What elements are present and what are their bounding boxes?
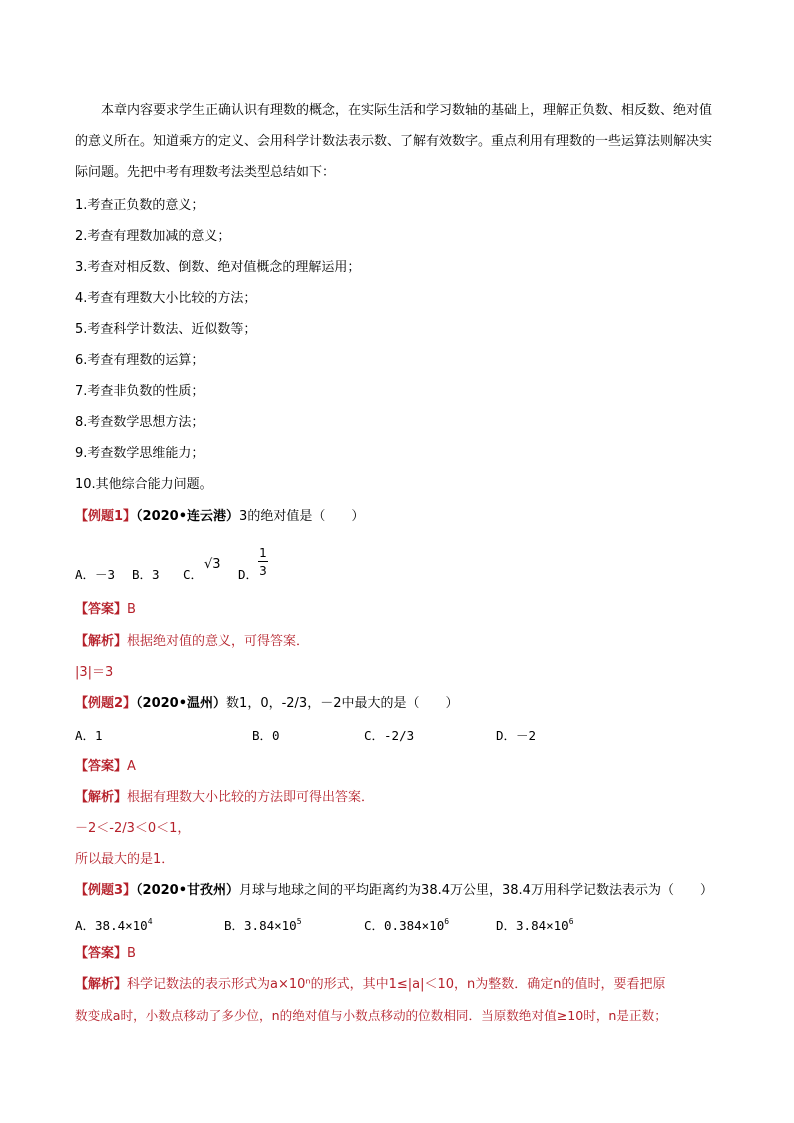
list-item: 10.其他综合能力问题。: [75, 477, 213, 492]
list-item: 3.考查对相反数、倒数、绝对值概念的理解运用；: [75, 260, 361, 275]
option-b: B．0: [252, 728, 280, 743]
fraction-numerator: 1: [259, 546, 267, 560]
work-line: |3|＝3: [75, 665, 114, 680]
answer-line: [75, 944, 136, 964]
option-b: B．$3.84\times 10^5$: [224, 917, 302, 933]
analysis-tag: 【解析】: [75, 790, 128, 805]
example-source: （2020•甘孜州）: [136, 883, 240, 898]
example-tag: 【例题3】: [75, 883, 137, 898]
answer-tag: 【答案】: [75, 946, 128, 961]
analysis-line: [75, 632, 309, 652]
analysis-line: [75, 975, 666, 995]
list-item: 1.考查正负数的意义；: [75, 198, 205, 213]
answer-line: [75, 757, 136, 777]
list-item: 6.考查有理数的运算；: [75, 353, 205, 368]
analysis-continuation: 数变成a时，小数点移动了多少位，n的绝对值与小数点移动的位数相同．当原数绝对值≥10时，n是正数；: [75, 1008, 667, 1023]
analysis-tag: 【解析】: [75, 977, 128, 992]
list-item: 8.考查数学思想方法；: [75, 415, 205, 430]
work-line: 所以最大的是1．: [75, 852, 175, 867]
example-tag: 【例题2】: [75, 696, 137, 711]
option-c: C．-2/3: [364, 728, 415, 743]
example-source: （2020•连云港）: [136, 509, 240, 524]
example-tag: 【例题1】: [75, 509, 137, 524]
answer-tag: 【答案】: [75, 759, 128, 774]
answer-value: A: [127, 759, 136, 774]
analysis-tag: 【解析】: [75, 634, 128, 649]
list-item: 4.考查有理数大小比较的方法；: [75, 291, 257, 306]
example-source: （2020•温州）: [136, 696, 227, 711]
example-3-question: [75, 881, 713, 901]
work-line: －2＜-2/3＜0＜1，: [75, 821, 191, 836]
option-c: C．: [183, 567, 204, 582]
option-a: A．1: [75, 728, 103, 743]
option-d: D．－2: [496, 728, 537, 743]
intro-paragraph: 本章内容要求学生正确认识有理数的概念，在实际生活和学习数轴的基础上，理解正负数、相反数、绝对值的意义所在。知道乘方的定义、会用科学计数法表示数、了解有效数字。重点利用有理数的一些运算法则解决实际问题。先把中考有理数考法类型总结如下：: [75, 103, 713, 180]
option-d: D．: [238, 567, 259, 582]
example-question-text: 月球与地球之间的平均距离约为38.4万公里，38.4万用科学记数法表示为（ ）: [239, 883, 713, 898]
list-item: 5.考查科学计数法、近似数等；: [75, 322, 257, 337]
answer-tag: 【答案】: [75, 602, 128, 617]
example-1-question: [75, 507, 364, 527]
analysis-line: [75, 788, 374, 808]
list-item: 2.考查有理数加减的意义；: [75, 229, 231, 244]
option-d: D．$3.84\times 10^6$: [496, 917, 574, 933]
fraction-denominator: 3: [259, 564, 267, 578]
answer-value: B: [127, 602, 136, 617]
option-b: B．3: [132, 567, 160, 582]
analysis-text: 根据有理数大小比较的方法即可得出答案．: [127, 790, 375, 805]
option-c: C．$0.384\times 10^6$: [364, 917, 450, 933]
fraction-bar: [258, 561, 268, 562]
answer-value: B: [127, 946, 136, 961]
example-2-question: [75, 694, 458, 714]
analysis-text: 科学记数法的表示形式为a×10ⁿ的形式，其中1≤|a|＜10，n为整数．确定n的值时，要看把原: [127, 977, 666, 992]
option-a: A．－3: [75, 567, 116, 582]
option-a: A．$38.4\times 10^4$: [75, 917, 153, 933]
example-question-text: 数1，0，-2/3，－2中最大的是（ ）: [226, 696, 459, 711]
sqrt-3-value: √3: [204, 557, 221, 572]
example-question-text: 3的绝对值是（ ）: [239, 509, 365, 524]
list-item: 7.考查非负数的性质；: [75, 384, 205, 399]
analysis-text: 根据绝对值的意义，可得答案．: [127, 634, 310, 649]
answer-line: [75, 600, 136, 620]
list-item: 9.考查数学思维能力；: [75, 446, 205, 461]
